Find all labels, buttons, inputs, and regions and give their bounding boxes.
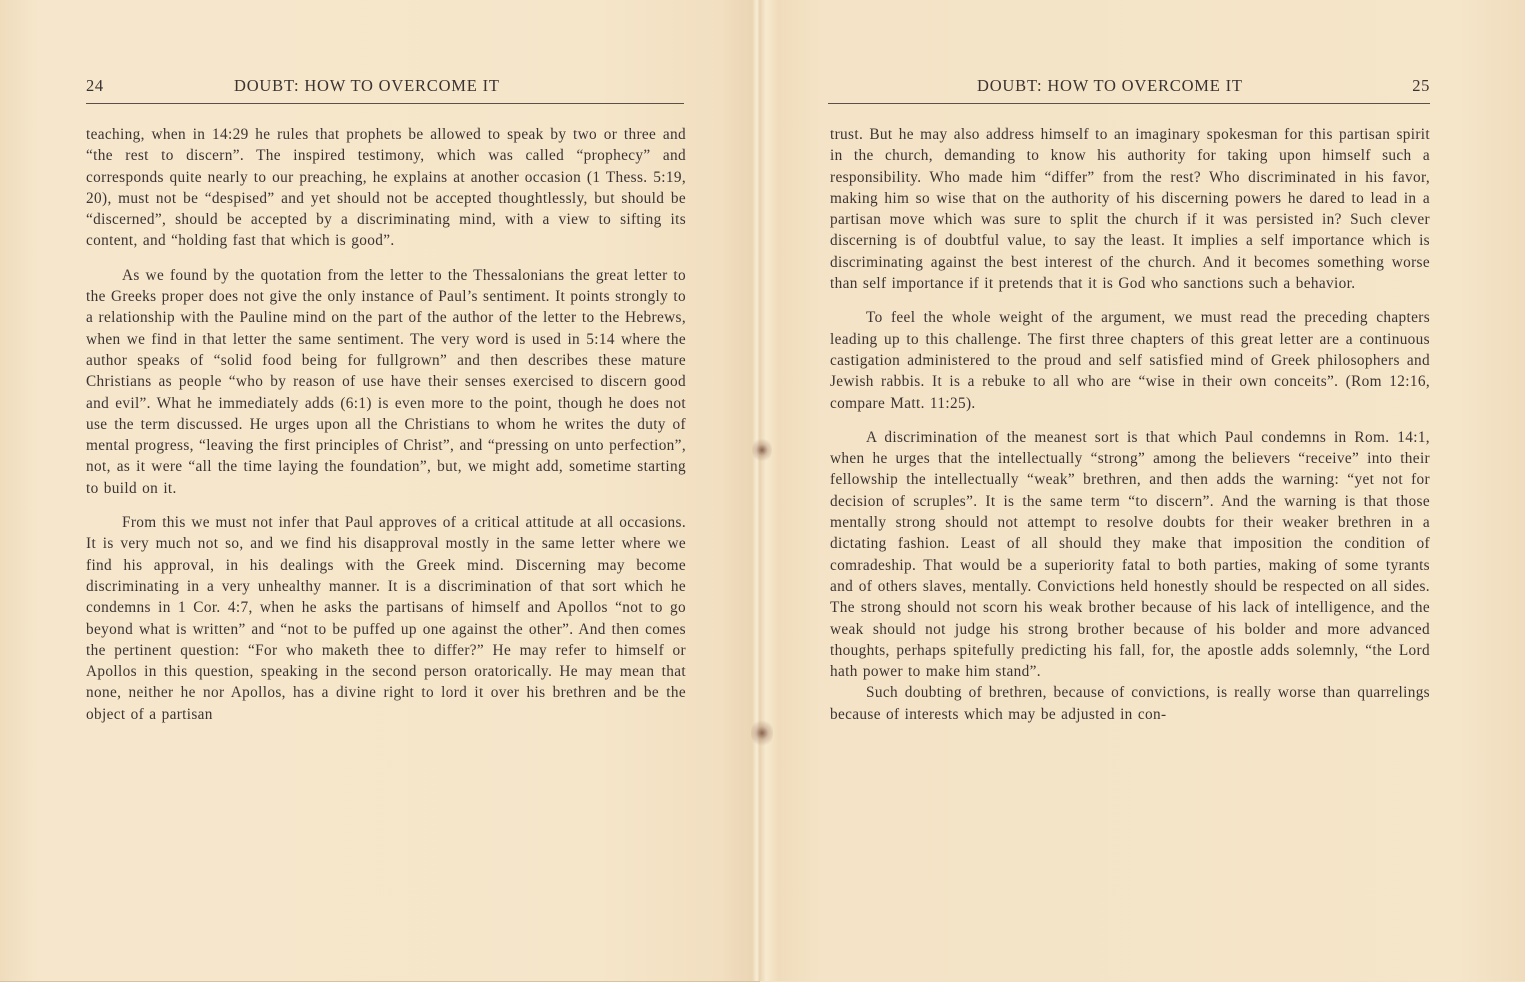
left-page-body xyxy=(86,124,686,725)
running-title: DOUBT: HOW TO OVERCOME IT xyxy=(977,76,1243,95)
page-number: 24 xyxy=(86,76,104,95)
staple-mark-lower xyxy=(751,718,773,748)
left-page xyxy=(0,0,760,982)
left-page-header xyxy=(86,76,684,100)
running-title: DOUBT: HOW TO OVERCOME IT xyxy=(234,76,500,95)
header-rule xyxy=(86,103,684,104)
paragraph: Such doubting of brethren, because of convictions, is really worse than quarrelings because of interests which may be adjusted in con- xyxy=(830,684,1430,723)
page-number: 25 xyxy=(1412,76,1430,95)
right-page xyxy=(760,0,1525,981)
header-rule xyxy=(828,103,1430,104)
right-page-body xyxy=(830,124,1430,725)
right-page-header xyxy=(828,76,1430,100)
paragraph: From this we must not infer that Paul approves of a critical attitude at all occasions. It is very much not so, and we find his disapproval mostly in the same letter where we find his approval, in his dealings with the Greek mind. Discerning may become discriminating in a very unhealthy manner. It is a discrimination of that sort which he condemns in 1 Cor. 4:7, when he asks the partisans of himself and Apollos “not to go beyond what is written” and “not to be puffed up one against the other”. And then comes the pertinent question: “For who maketh thee to differ?” He may refer to himself or Apollos in this question, speaking in the second person oratorically. He may mean that none, neither he nor Apollos, has a divine right to lord it over his brethren and be the object of a partisan xyxy=(86,514,686,723)
paragraph: A discrimination of the meanest sort is that which Paul condemns in Rom. 14:1, when he urges that the intellectually “strong” among the believers “receive” into their fellowship the intellectually “weak” brethren, and then adds the warning: “yet not for decision of scruples”. It is the same term “to discern”. And the warning is that those mentally strong should not attempt to resolve doubts for their weaker brethren in a dictating fashion. Least of all should they make that imposition the condition of comradeship. That would be a superiority fatal to both parties, making of some tyrants and of others slaves, mentally. Convictions held honestly should be respected on all sides. The strong should not scorn his weak brother because of his lack of intelligence, and the weak should not judge his strong brother because of his bolder and more advanced thoughts, perhaps spitefully predicting his fall, for, the apostle adds solemnly, “the Lord hath power to make him stand”. xyxy=(830,428,1430,681)
paragraph: teaching, when in 14:29 he rules that prophets be allowed to speak by two or three and “the rest to discern”. The inspired testimony, which was called “prophecy” and corresponds quite nearly to our preaching, he explains at another occasion (1 Thess. 5:19, 20), must not be “despised” and yet should not be accepted thoughtlessly, but should be “discerned”, should be accepted by a discriminating mind, with a view to sifting its content, and “holding fast that which is good”. xyxy=(86,126,686,250)
paragraph: trust. But he may also address himself to an imaginary spokesman for this partisan spirit in the church, demanding to know his authority for taking upon himself such a responsibility. Who made him “differ” from the rest? Who discriminated in his favor, making him so wise that on the authority of his discerning powers he dared to lead in a partisan move which was sure to split the church if it was persisted in? Such clever discerning is of doubtful value, to say the least. It implies a self importance which is discriminating against the best interest of the church. And it becomes something worse than self importance if it pretends that it is God who sanctions such a behavior. xyxy=(830,126,1430,293)
paragraph: To feel the whole weight of the argument, we must read the preceding chapters leading up to this challenge. The first three chapters of this great letter are a continuous castigation administered to the proud and self satisfied mind of Greek philosophers and Jewish rabbis. It is a rebuke to all who are “wise in their own conceits”. (Rom 12:16, compare Matt. 11:25). xyxy=(830,309,1430,412)
staple-mark-upper xyxy=(752,437,772,463)
paragraph: As we found by the quotation from the letter to the Thessalonians the great letter to the Greeks proper does not give the only instance of Paul’s sentiment. It points strongly to a relationship with the Pauline mind on the part of the author of the letter to the Hebrews, when we find in that letter the same sentiment. The very word is used in 5:14 where the author speaks of “solid food being for fullgrown” and then describes these mature Christians as people “who by reason of use have their senses exercised to discern good and evil”. What he immediately adds (6:1) is even more to the point, though he does not use the term discussed. He urges upon all the Christians to whom he writes the duty of mental progress, “leaving the first principles of Christ”, and “pressing on unto perfection”, not, as it were “all the time laying the foundation”, but, we might add, sometime starting to build on it. xyxy=(86,266,686,497)
